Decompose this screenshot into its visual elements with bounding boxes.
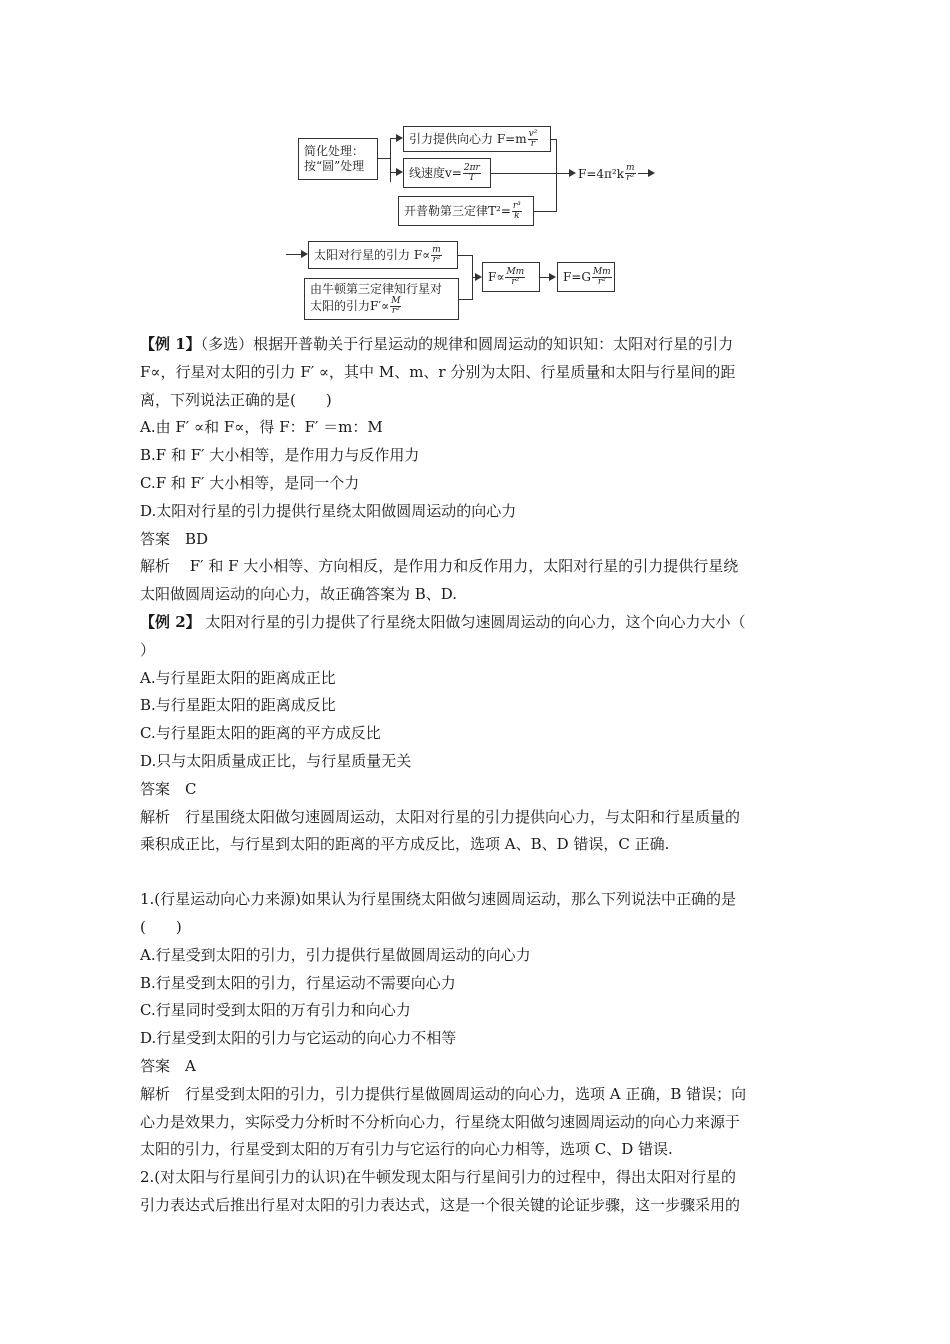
explanation: 乘积成正比，与行星到太阳的距离的平方成反比，选项 A、B、D 错误，C 正确. (140, 835, 670, 854)
final-fraction: $\frac{Mm}{\text{r²}}$ (592, 266, 611, 287)
example-1-tag: 【例 1】 (140, 335, 201, 353)
explanation: 太阳的引力，行星受到太阳的万有引力与它运行的向心力相等，选项 C、D 错误. (140, 1140, 673, 1159)
text-line: F∝，行星对太阳的引力 F′ ∝，其中 M、m、r 分别为太阳、行星质量和太阳与行星间的距 (140, 362, 736, 381)
text-line: ） (140, 640, 156, 659)
option-a: A.行星受到太阳的引力，引力提供行星做圆周运动的向心力 (140, 945, 531, 964)
example-2-question: 【例 2】 太阳对行星的引力提供了行星绕太阳做匀速圆周运动的向心力，这个向心力大小（ (140, 612, 746, 631)
document-body (140, 331, 820, 1220)
example-1-question: 【例 1】（多选）根据开普勒关于行星运动的规律和圆周运动的知识知：太阳对行星的引力 (140, 335, 734, 353)
option-d: D.行星受到太阳的引力与它运动的向心力不相等 (140, 1029, 457, 1048)
option-a: A.与行星距太阳的距离成正比 (140, 668, 336, 687)
text-line: ( ) (140, 917, 182, 936)
sun-gravity-box: 太阳对行星的引力 F∝ $\frac{m}{\text{r²}}$ (308, 241, 458, 269)
kepler-fraction: $\frac{\text{r³}}{k}$ (512, 200, 521, 221)
answer: 答案 BD (140, 529, 209, 548)
question-1: 1.(行星运动向心力来源)如果认为行星围绕太阳做匀速圆周运动，那么下列说法中正确的是 (140, 890, 737, 909)
explanation: 心力是效果力，实际受力分析时不分析向心力，行星绕太阳做匀速圆周运动的向心力来源于 (140, 1112, 741, 1131)
law-of-gravitation-box: F=G $\frac{Mm}{\text{r²}}$ (557, 262, 615, 292)
question-2: 2.(对太阳与行星间引力的认识)在牛顿发现太阳与行星间引力的过程中，得出太阳对行星的 (140, 1168, 737, 1187)
sun-fraction: $\frac{m}{\text{r²}}$ (432, 244, 441, 265)
answer: 答案 A (140, 1056, 196, 1075)
gravity-box: 引力提供向心力 F=m $\frac{\text{v²}}{r}$ (403, 126, 551, 152)
proportional-box: F∝ $\frac{Mm}{\text{r²}}$ (482, 262, 540, 292)
option-b: B.F 和 F′ 大小相等，是作用力与反作用力 (140, 446, 420, 465)
simplify-line1: 简化处理： (304, 144, 365, 158)
prop-fraction: $\frac{Mm}{\text{r²}}$ (506, 266, 525, 287)
option-c: C.行星同时受到太阳的万有引力和向心力 (140, 1001, 411, 1020)
kepler-box: 开普勒第三定律T²= $\frac{\text{r³}}{k}$ (398, 196, 534, 226)
option-c: C.与行星距太阳的距离的平方成反比 (140, 724, 381, 743)
simplify-box (298, 138, 378, 180)
gravity-fraction: $\frac{\text{v²}}{r}$ (528, 128, 538, 149)
result-fraction: $\frac{m}{\text{r²}}$ (625, 163, 635, 183)
explanation: 解析 行星围绕太阳做匀速圆周运动，太阳对行星的引力提供向心力，与太阳和行星质量的 (140, 807, 741, 826)
text-line: 引力表达式后推出行星对太阳的引力表达式，这是一个很关键的论证步骤，这一步骤采用的 (140, 1195, 741, 1214)
option-b: B.行星受到太阳的引力，行星运动不需要向心力 (140, 973, 456, 992)
derivation-diagram (280, 120, 680, 330)
speed-box: 线速度v= $\frac{2\pi r}{T}$ (403, 158, 491, 188)
explanation: 太阳做圆周运动的向心力，故正确答案为 B、D. (140, 585, 458, 604)
option-b: B.与行星距太阳的距离成反比 (140, 696, 336, 715)
newton-box: 由牛顿第三定律知行星对 太阳的引力F′∝ $\frac{M}{\text{r²}}$ (304, 278, 459, 320)
newton-fraction: $\frac{M}{\text{r²}}$ (391, 296, 401, 316)
text-line: 离，下列说法正确的是( ) (140, 390, 332, 409)
result-formula: F=4π²k $\frac{m}{\text{r²}}$ (578, 163, 635, 183)
option-d: D.只与太阳质量成正比，与行星质量无关 (140, 751, 412, 770)
speed-fraction: $\frac{2\pi r}{T}$ (463, 162, 480, 183)
explanation: 解析 F′ 和 F 大小相等、方向相反，是作用力和反作用力，太阳对行星的引力提供行星绕 (140, 557, 739, 576)
option-d: D.太阳对行星的引力提供行星绕太阳做圆周运动的向心力 (140, 501, 517, 520)
answer: 答案 C (140, 779, 197, 798)
example-2-tag: 【例 2】 (140, 612, 201, 631)
option-a: A.由 F′ ∝和 F∝，得 F：F′ ＝m：M (140, 418, 383, 437)
simplify-line2: 按“圆”处理 (304, 159, 365, 173)
option-c: C.F 和 F′ 大小相等，是同一个力 (140, 473, 360, 492)
explanation: 解析 行星受到太阳的引力，引力提供行星做圆周运动的向心力，选项 A 正确，B 错误；向 (140, 1084, 747, 1103)
